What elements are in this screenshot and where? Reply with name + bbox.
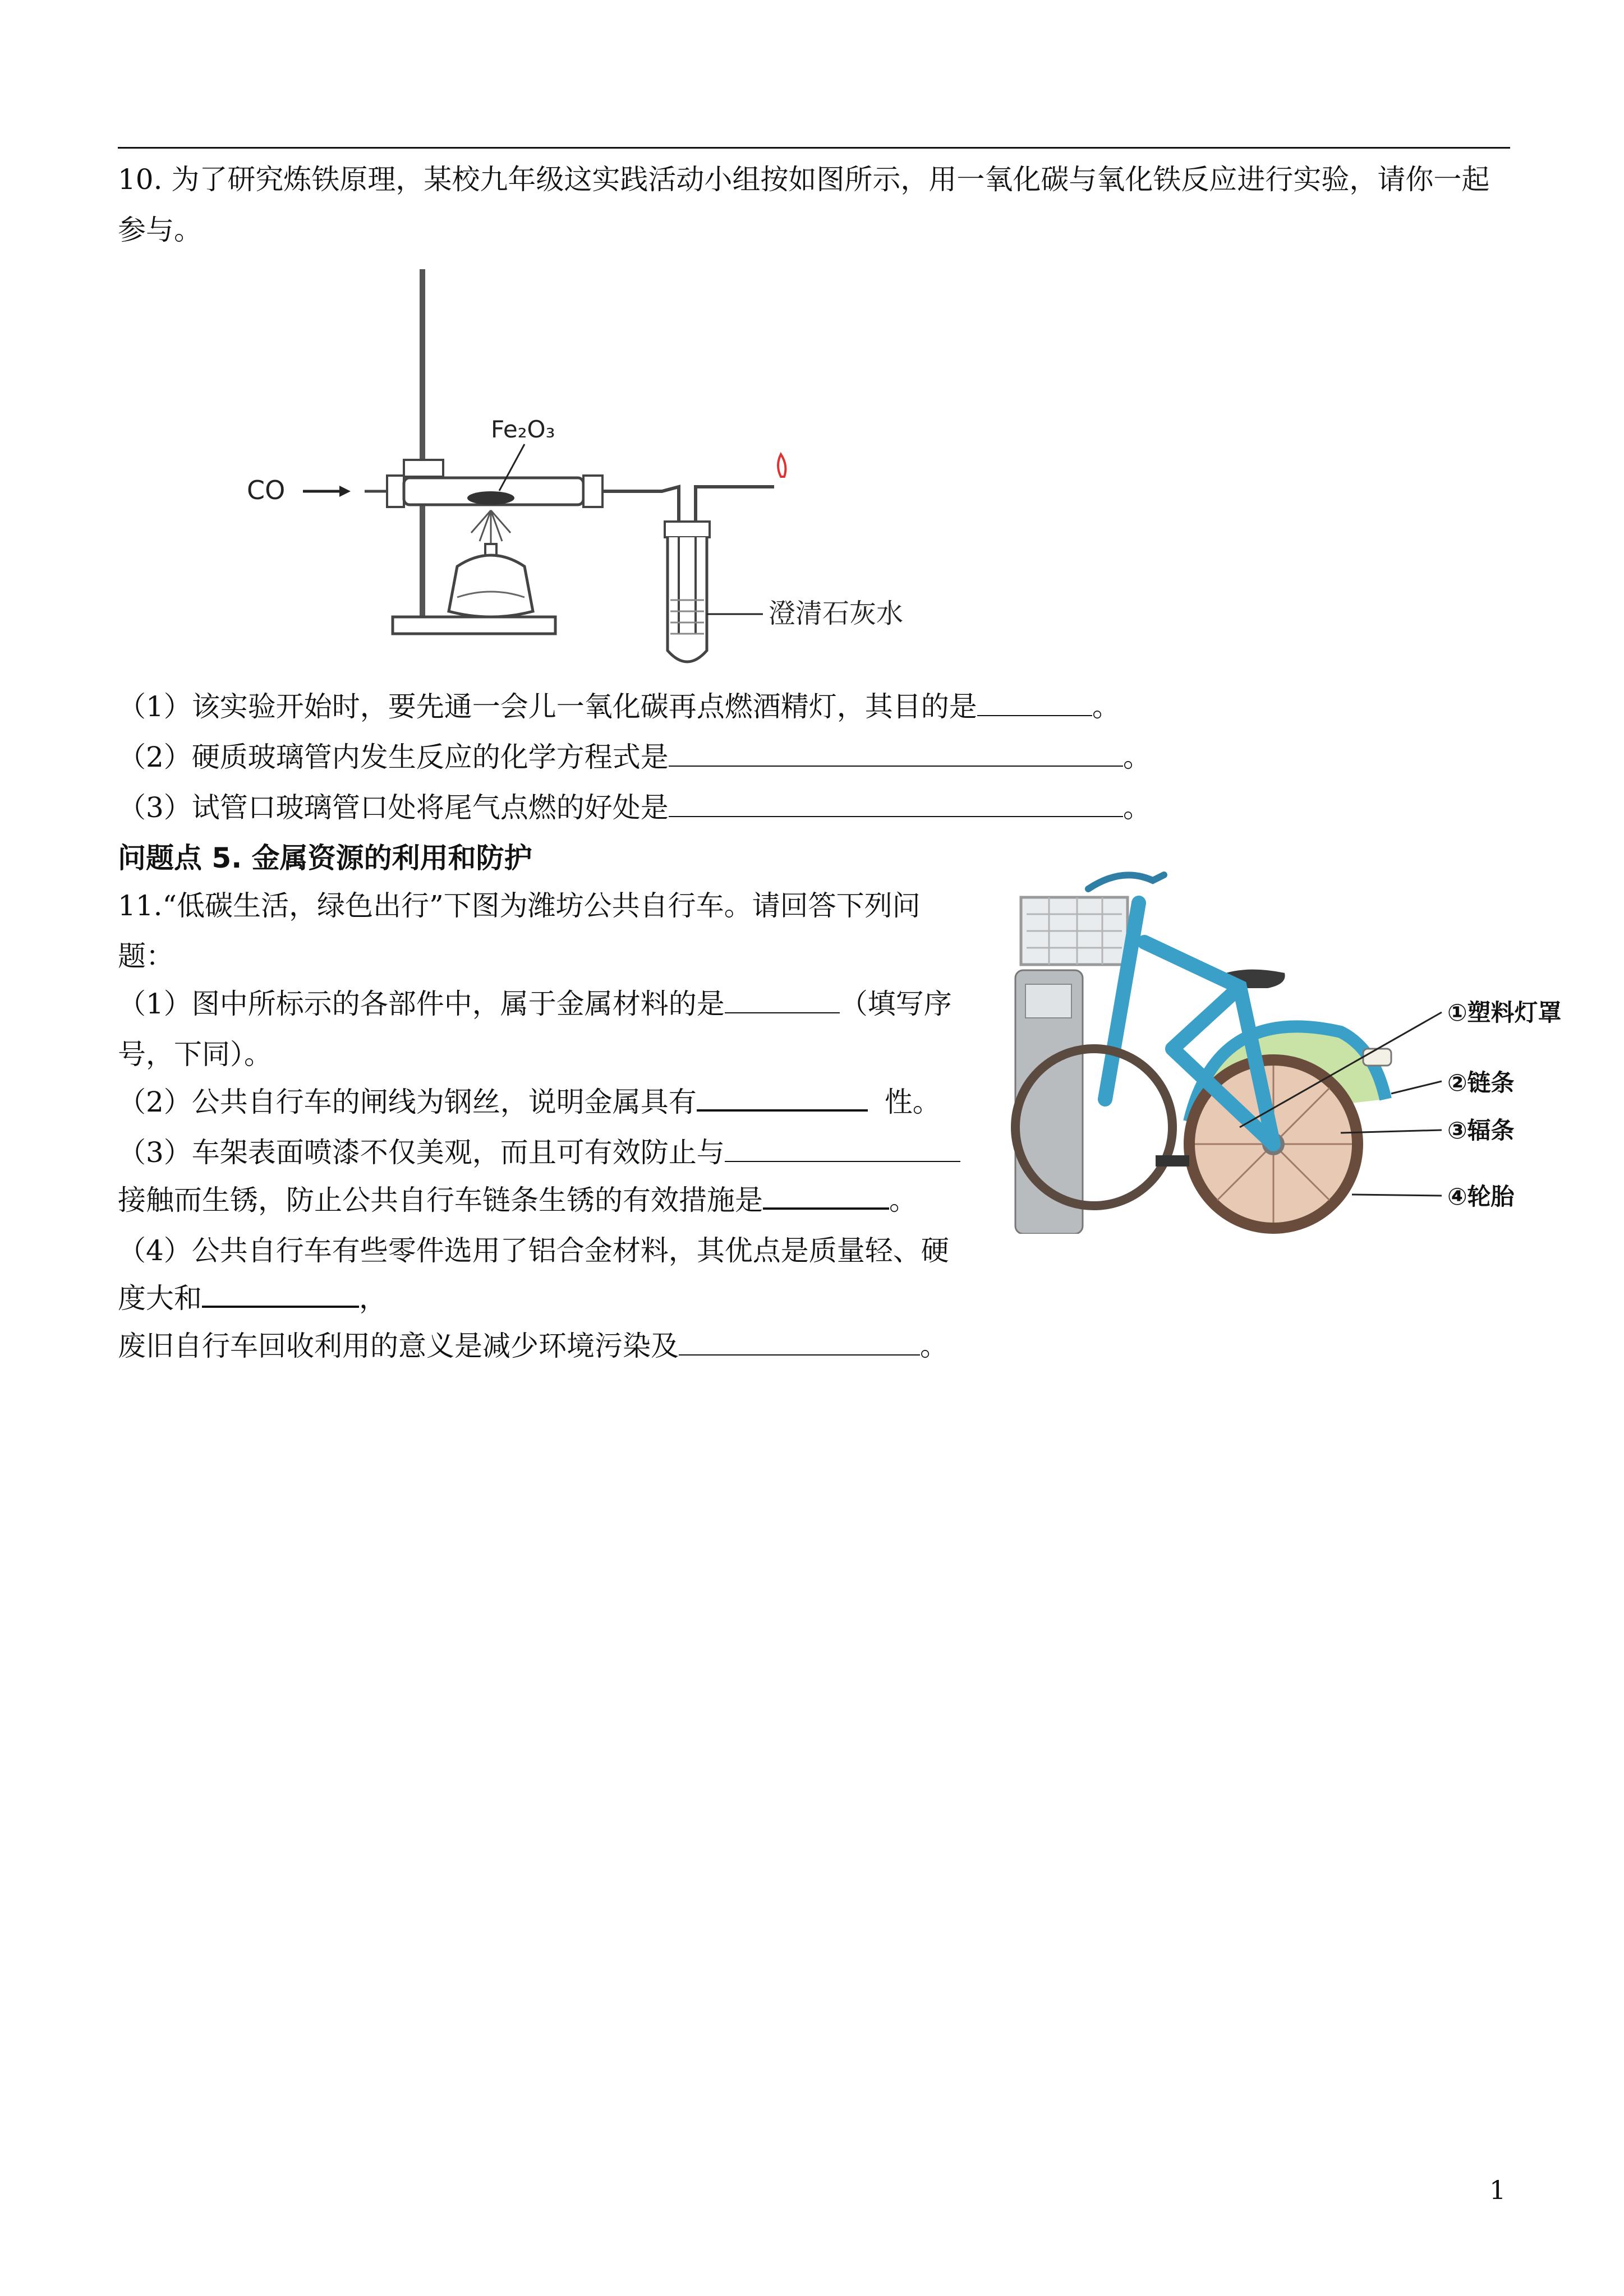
q11-sub4-line2-suffix: ，: [359, 1282, 387, 1315]
co-label: CO: [247, 475, 286, 505]
q11-sub4-line3-suffix: 。: [920, 1330, 948, 1362]
q11-sub2-text: （2）公共自行车的闸线为钢丝，说明金属具有: [118, 1086, 697, 1118]
q11-sub4-line2: [118, 1279, 387, 1318]
q11-sub4-line3-text: 废旧自行车回收利用的意义是减少环境污染及: [118, 1330, 679, 1362]
q11-sub3-blank2[interactable]: [763, 1181, 889, 1210]
q11-stem-line2: 题：: [118, 940, 174, 972]
q10-sub3-blank[interactable]: [669, 790, 1123, 818]
q11-sub2: [118, 1082, 941, 1122]
test-tube-stopper: [665, 522, 710, 537]
q11-sub2-suffix: 性。: [884, 1086, 941, 1118]
limewater-label: 澄清石灰水: [769, 598, 904, 629]
q11-sub1-text: （1）图中所标示的各部件中，属于金属材料的是: [118, 988, 725, 1020]
header-rule: [118, 147, 1510, 149]
q11-sub4-blank1[interactable]: [202, 1279, 359, 1308]
q10-sub2-suffix: 。: [1122, 741, 1151, 773]
tail-gas-flame: [778, 454, 785, 477]
bike-label-4: ④轮胎: [1447, 1183, 1515, 1210]
stand-clamp: [404, 460, 443, 477]
q10-sub3-suffix: 。: [1122, 791, 1151, 824]
q11-sub3-suffix: 。: [889, 1184, 917, 1216]
q10-sub2: [118, 737, 1151, 777]
page-number: 1: [1489, 2175, 1506, 2205]
q11-sub1-suffix: （填写序: [839, 988, 952, 1020]
q11-sub3-line2-text: 接触而生锈，防止公共自行车链条生锈的有效措施是: [118, 1184, 763, 1216]
q11-sub4-blank2[interactable]: [679, 1328, 920, 1356]
q11-sub1-blank[interactable]: [725, 986, 840, 1014]
q11-sub4-line3: [118, 1326, 948, 1366]
q10-sub3: [118, 788, 1151, 827]
q11-sub3-line2: [118, 1181, 917, 1220]
q11-sub3-line1: [118, 1133, 960, 1172]
bike-label-2: ②链条: [1447, 1069, 1515, 1096]
lamp-flame: [471, 510, 510, 544]
q11-sub2-blank[interactable]: [697, 1083, 868, 1112]
q11-sub1-line2: 号，下同）。: [118, 1038, 272, 1071]
bike-label-3: ③辐条: [1447, 1117, 1515, 1144]
lamp-cover: [1363, 1049, 1391, 1066]
q10-sub1-text: （1）该实验开始时，要先通一会儿一氧化碳再点燃酒精灯，其目的是: [118, 690, 977, 723]
stand-base: [393, 617, 555, 634]
q10-apparatus-figure: [236, 264, 987, 667]
q11-sub4-line1: （4）公共自行车有些零件选用了铝合金材料，其优点是质量轻、硬: [118, 1234, 949, 1267]
stand-rod: [420, 269, 425, 623]
section-heading: 问题点 5. 金属资源的利用和防护: [118, 842, 532, 874]
left-stopper: [387, 476, 404, 507]
fe2o3-powder: [467, 491, 514, 505]
q11-bicycle-figure: [1004, 864, 1599, 1234]
outlet-tube: [602, 487, 679, 522]
q10-sub2-blank[interactable]: [669, 739, 1123, 767]
q10-sub3-text: （3）试管口玻璃管口处将尾气点燃的好处是: [118, 791, 669, 824]
q11-sub1: [118, 984, 952, 1023]
alcohol-lamp: [449, 555, 533, 617]
bike-label-1: ①塑料灯罩: [1447, 999, 1562, 1026]
q11-sub3-text: （3）车架表面喷漆不仅美观，而且可有效防止与: [118, 1136, 725, 1169]
q11-sub3-blank1[interactable]: [725, 1135, 960, 1163]
fe2o3-label: Fe₂O₃: [491, 416, 555, 443]
q10-stem-line2: 参与。: [118, 214, 202, 246]
q10-sub1-blank[interactable]: [977, 689, 1092, 717]
q10-sub1-suffix: 。: [1092, 690, 1120, 723]
q11-sub4-line2-text: 度大和: [118, 1282, 202, 1315]
q10-stem-line1: 10. 为了研究炼铁原理，某校九年级这实践活动小组按如图所示，用一氧化碳与氧化铁反应进行实验，请你一起: [118, 163, 1490, 196]
q10-sub2-text: （2）硬质玻璃管内发生反应的化学方程式是: [118, 741, 669, 773]
q10-sub1: [118, 687, 1120, 726]
right-stopper: [583, 476, 602, 507]
handlebar: [1088, 875, 1164, 889]
q11-stem-line1: 11.“低碳生活，绿色出行”下图为潍坊公共自行车。请回答下列问: [118, 889, 921, 922]
